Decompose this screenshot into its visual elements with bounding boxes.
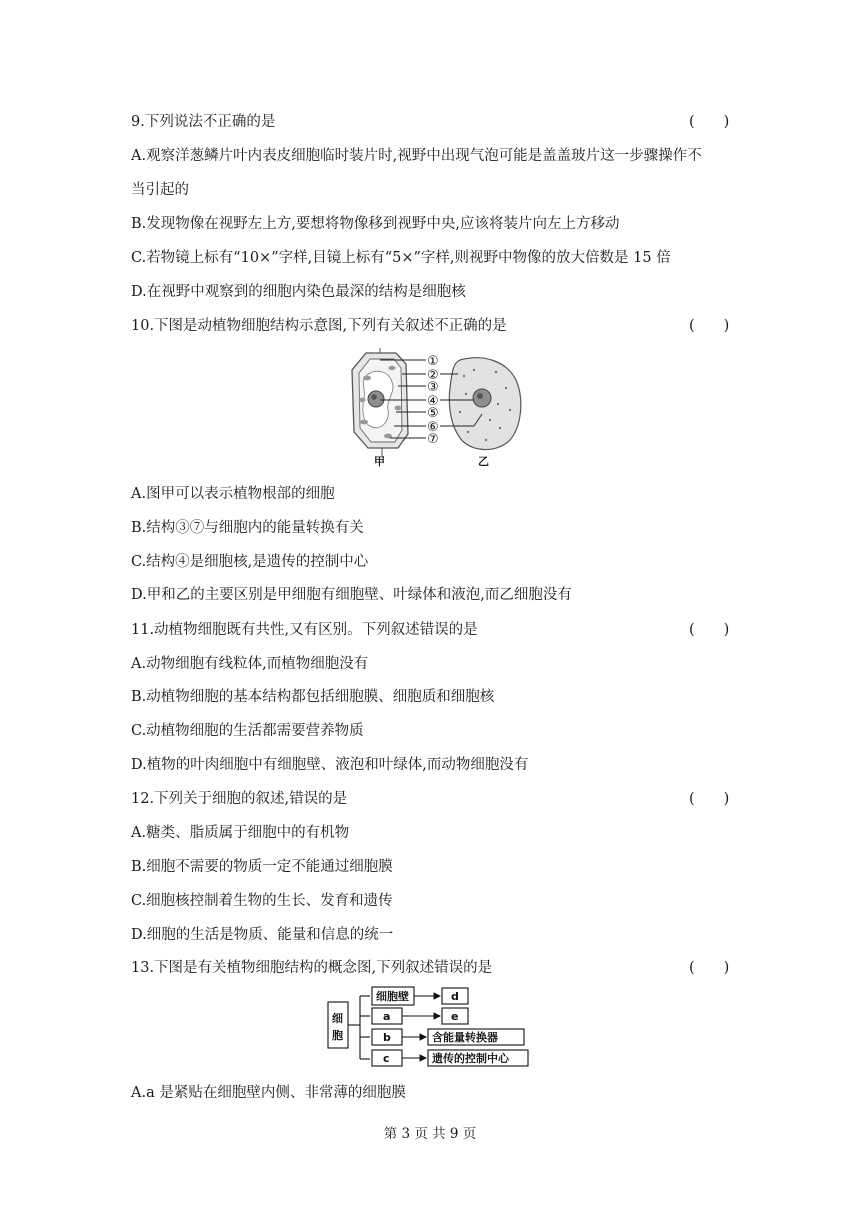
caption-yi: 乙 <box>478 455 489 468</box>
q10-stem: 10.下图是动植物细胞结构示意图,下列有关叙述不正确的是 <box>131 318 507 334</box>
q12-option-b: B.细胞不需要的物质一定不能通过细胞膜 <box>131 859 393 875</box>
node-wall-text: 细胞壁 <box>376 990 409 1003</box>
q9-stem: 9.下列说法不正确的是 <box>131 114 276 130</box>
node-cell-text-1: 细 <box>332 1012 343 1025</box>
label-1: ① <box>427 354 439 369</box>
q9-option-c: C.若物镜上标有“10×”字样,目镜上标有“5×”字样,则视野中物像的放大倍数是 15 倍 <box>131 250 671 266</box>
q12-answer-blank: ( ) <box>689 791 730 807</box>
q12-option-d: D.细胞的生活是物质、能量和信息的统一 <box>131 927 394 943</box>
q9-option-d: D.在视野中观察到的细胞内染色最深的结构是细胞核 <box>131 284 466 300</box>
q10-option-d: D.甲和乙的主要区别是甲细胞有细胞壁、叶绿体和液泡,而乙细胞没有 <box>131 587 572 603</box>
q11-stem: 11.动植物细胞既有共性,又有区别。下列叙述错误的是 <box>131 622 478 638</box>
animal-cell <box>449 358 520 450</box>
q13-stem: 13.下图是有关植物细胞结构的概念图,下列叙述错误的是 <box>131 960 493 976</box>
label-6: ⑥ <box>427 420 439 435</box>
label-2: ② <box>427 368 439 383</box>
node-c-text: c <box>383 1052 390 1065</box>
q9-option-a: A.观察洋葱鳞片叶内表皮细胞临时装片时,视野中出现气泡可能是盖盖玻片这一步骤操作不 <box>131 148 702 164</box>
node-b-text: b <box>383 1031 391 1044</box>
page-footer: 第 3 页 共 9 页 <box>383 1126 477 1142</box>
q10-option-a: A.图甲可以表示植物根部的细胞 <box>131 486 335 502</box>
q12-option-a: A.糖类、脂质属于细胞中的有机物 <box>131 825 350 841</box>
q13-answer-blank: ( ) <box>689 960 730 976</box>
node-d-text: d <box>451 990 459 1003</box>
node-energy-text: 含能量转换器 <box>432 1031 498 1044</box>
q9-answer-blank: ( ) <box>689 114 730 130</box>
node-control-text: 遗传的控制中心 <box>432 1052 509 1065</box>
q9-option-a-cont: 当引起的 <box>131 182 189 198</box>
caption-jia: 甲 <box>374 455 385 468</box>
node-cell-text-2: 胞 <box>332 1029 343 1042</box>
plant-cell <box>352 348 408 456</box>
q12-stem: 12.下列关于细胞的叙述,错误的是 <box>131 791 348 807</box>
q11-answer-blank: ( ) <box>689 622 730 638</box>
q12-option-c: C.细胞核控制着生物的生长、发育和遗传 <box>131 893 393 909</box>
label-5: ⑤ <box>427 406 439 421</box>
label-3: ③ <box>427 380 439 395</box>
q11-option-c: C.动植物细胞的生活都需要营养物质 <box>131 723 364 739</box>
q9-option-b: B.发现物像在视野左上方,要想将物像移到视野中央,应该将装片向左上方移动 <box>131 216 620 232</box>
cell-structure-figure <box>340 348 530 470</box>
q13-option-a: A.a 是紧贴在细胞壁内侧、非常薄的细胞膜 <box>131 1085 406 1101</box>
q11-option-a: A.动物细胞有线粒体,而植物细胞没有 <box>131 656 369 672</box>
q10-option-b: B.结构③⑦与细胞内的能量转换有关 <box>131 520 364 536</box>
q11-option-b: B.动植物细胞的基本结构都包括细胞膜、细胞质和细胞核 <box>131 689 495 705</box>
node-a-text: a <box>383 1010 391 1023</box>
q10-answer-blank: ( ) <box>689 318 730 334</box>
cell-concept-map <box>326 984 532 1070</box>
q11-option-d: D.植物的叶肉细胞中有细胞壁、液泡和叶绿体,而动物细胞没有 <box>131 757 529 773</box>
node-e-text: e <box>451 1010 459 1023</box>
label-4: ④ <box>427 394 439 409</box>
q10-option-c: C.结构④是细胞核,是遗传的控制中心 <box>131 554 369 570</box>
label-7: ⑦ <box>427 432 439 447</box>
